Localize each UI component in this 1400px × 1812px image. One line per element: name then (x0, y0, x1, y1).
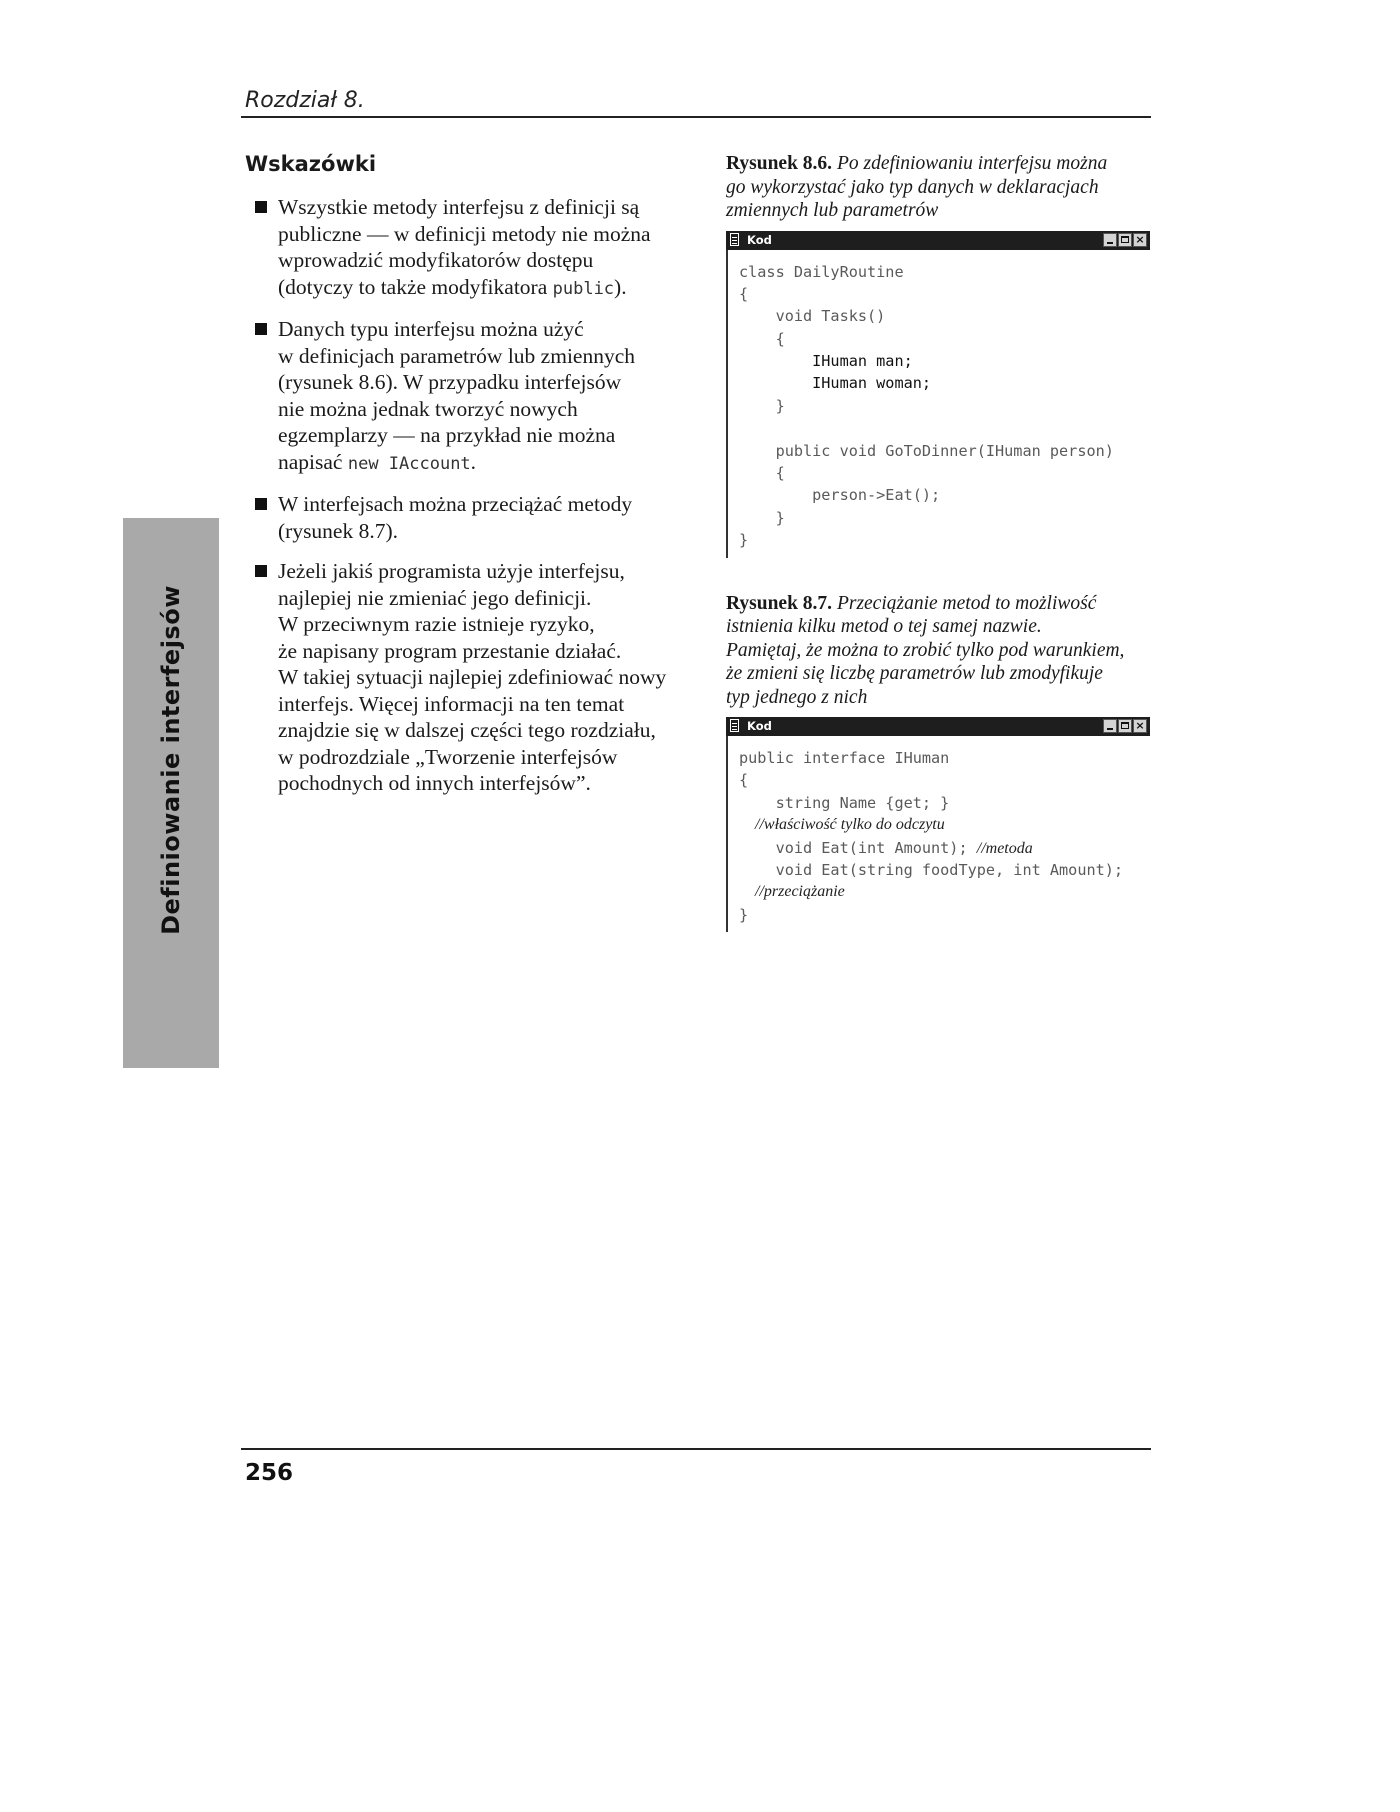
tip-line: nie można jednak tworzyć nowych (278, 396, 578, 421)
tip-line: znajdzie się w dalszej części tego rozdziału, (278, 718, 656, 742)
caption-line: że zmieni się liczbę parametrów lub zmodyfikuje (726, 663, 1103, 685)
code-line: } (739, 905, 749, 924)
caption-line: go wykorzystać jako typ danych w deklaracjach (726, 176, 1099, 198)
bullet-icon (255, 201, 267, 213)
code-line: person->Eat(); (739, 486, 941, 505)
window-title: Kod (747, 719, 772, 734)
code-listing (726, 736, 1150, 932)
code-line (739, 417, 1150, 439)
document-icon (730, 719, 739, 732)
window-titlebar (726, 231, 1150, 250)
figure-8-6 (726, 152, 1156, 558)
caption-line: zmiennych lub parametrów (726, 200, 939, 221)
window-titlebar (726, 717, 1150, 736)
code-line: { (739, 329, 785, 348)
side-tab-label: Definiowanie interfejsów (157, 585, 185, 935)
caption-line: typ jednego z nich (726, 686, 868, 708)
tip-item (245, 491, 685, 544)
figure-8-7 (726, 592, 1156, 933)
code-comment: //właściwość tylko do odczytu (739, 816, 945, 834)
code-window (726, 717, 1150, 932)
document-icon (730, 233, 739, 246)
tip-line: . (470, 449, 477, 474)
figures-column (726, 152, 1156, 932)
code-line: } (739, 531, 749, 550)
tips-list (245, 194, 685, 797)
tip-line: ). (614, 274, 627, 299)
inline-code: public (552, 278, 615, 299)
figure-label: Rysunek 8.7. (726, 592, 833, 614)
code-window (726, 231, 1150, 558)
tip-line: pochodnych od innych interfejsów”. (278, 771, 591, 795)
minimize-icon (1103, 233, 1117, 247)
tip-line: że napisany program przestanie działać. (278, 638, 622, 663)
code-comment: //przeciążanie (739, 883, 845, 901)
tip-line: publiczne — w definicji metody nie można (278, 221, 651, 246)
code-listing (726, 250, 1150, 558)
window-controls (1103, 233, 1147, 247)
caption-line: Pamiętaj, że można to zrobić tylko pod warunkiem, (726, 639, 1125, 661)
code-line: IHuman man; (739, 352, 913, 371)
code-line: { (739, 771, 749, 790)
caption-line: Po zdefiniowaniu interfejsu można (836, 153, 1108, 174)
caption-line: istnienia kilku metod o tej samej nazwie. (726, 616, 1042, 638)
code-segment: void Eat(int Amount); (739, 838, 977, 857)
tip-line: wprowadzić modyfikatorów dostępu (278, 248, 594, 272)
tips-column (245, 152, 685, 811)
tip-line: (dotyczy to także modyfikatora (278, 274, 553, 299)
tip-line: Wszystkie metody interfejsu z definicji są (278, 195, 640, 219)
running-head: Rozdział 8. (245, 88, 365, 113)
maximize-icon (1118, 233, 1132, 247)
tip-item (245, 316, 685, 477)
code-line: public void GoToDinner(IHuman person) (739, 441, 1114, 460)
minimize-icon (1103, 719, 1117, 733)
tip-line: w definicjach parametrów lub zmiennych (278, 343, 635, 368)
page-number: 256 (245, 1460, 294, 1486)
tip-item (245, 194, 685, 302)
figure-caption (726, 592, 1156, 710)
code-line: { (739, 464, 785, 483)
figure-caption (726, 152, 1156, 223)
bullet-icon (255, 565, 267, 577)
window-controls (1103, 719, 1147, 733)
tip-line: egzemplarzy — na przykład nie można (278, 423, 616, 447)
tip-line: w podrozdziale „Tworzenie interfejsów (278, 744, 618, 769)
tip-line: W takiej sytuacji najlepiej zdefiniować nowy (278, 665, 667, 689)
close-icon: × (1133, 233, 1147, 247)
code-line: class DailyRoutine (739, 262, 904, 281)
bullet-icon (255, 498, 267, 510)
tip-line: W przeciwnym razie istnieje ryzyko, (278, 612, 595, 636)
figure-label: Rysunek 8.6. (726, 153, 833, 174)
footer-rule (241, 1448, 1151, 1450)
header-rule (241, 116, 1151, 118)
tip-line: najlepiej nie zmieniać jego definicji. (278, 585, 592, 610)
code-comment: //metoda (976, 839, 1033, 857)
code-line: } (739, 508, 785, 527)
code-line: { (739, 284, 749, 303)
code-line: void Eat(string foodType, int Amount); (739, 861, 1124, 880)
code-line: } (739, 396, 785, 415)
tip-line: W interfejsach można przeciążać metody (278, 492, 633, 516)
tip-line: napisać (278, 449, 348, 474)
tip-item (245, 558, 685, 797)
close-icon: × (1133, 719, 1147, 733)
code-line: void Tasks() (739, 307, 886, 326)
tip-line: Danych typu interfejsu można użyć (278, 317, 584, 341)
tip-line: (rysunek 8.7). (278, 518, 399, 543)
tips-heading: Wskazówki (245, 152, 377, 176)
bullet-icon (255, 323, 267, 335)
code-line: string Name {get; } (739, 793, 950, 812)
code-line: IHuman woman; (739, 374, 932, 393)
code-line (739, 837, 1150, 859)
caption-line: Przeciążanie metod to możliwość (836, 592, 1097, 614)
tip-line: interfejs. Więcej informacji na ten temat (278, 691, 625, 716)
tip-line: Jeżeli jakiś programista użyje interfejsu, (278, 559, 625, 583)
tip-line: (rysunek 8.6). W przypadku interfejsów (278, 370, 622, 394)
window-title: Kod (747, 232, 772, 247)
code-line: public interface IHuman (739, 749, 950, 768)
inline-code: new IAccount (347, 453, 471, 474)
maximize-icon (1118, 719, 1132, 733)
